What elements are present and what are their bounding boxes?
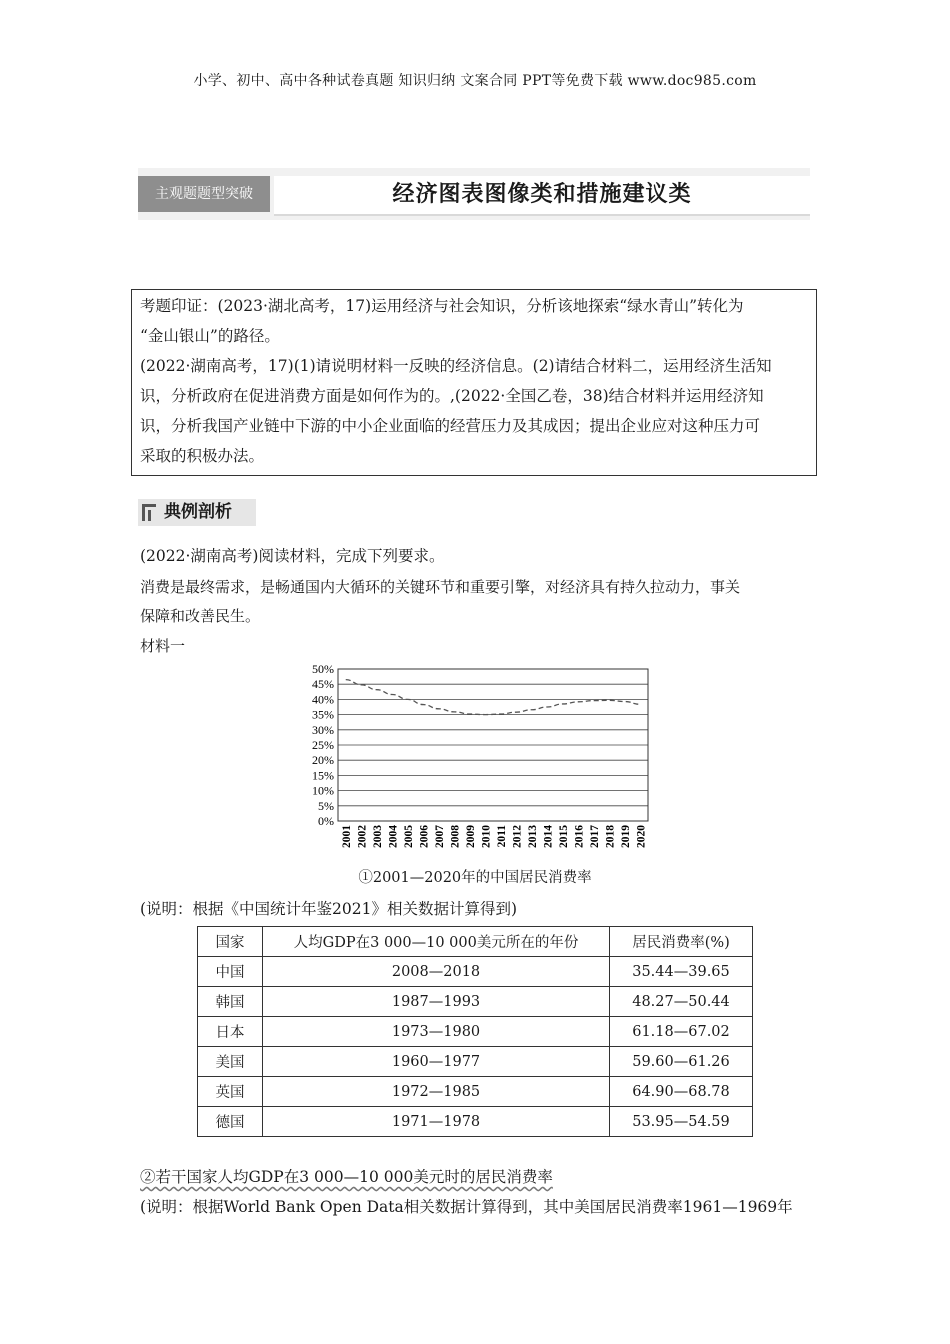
chart-title: ①2001—2020年的中国居民消费率 bbox=[358, 870, 592, 886]
cell-years: 2008—2018 bbox=[263, 957, 610, 987]
y-tick-label: 0% bbox=[318, 814, 334, 828]
note-1: (说明：根据《中国统计年鉴2021》相关数据计算得到) bbox=[140, 900, 518, 918]
topic-banner bbox=[138, 168, 810, 220]
x-tick-label: 2007 bbox=[433, 825, 446, 848]
table-caption: ②若干国家人均GDP在3 000—10 000美元时的居民消费率 bbox=[140, 1168, 553, 1186]
page-header: 小学、初中、高中各种试卷真题 知识归纳 文案合同 PPT等免费下载 www.doc985.com bbox=[193, 73, 757, 89]
x-tick-label: 2011 bbox=[495, 825, 508, 848]
y-tick-label: 30% bbox=[312, 722, 334, 737]
cell-country: 德国 bbox=[198, 1107, 263, 1137]
cell-rate: 61.18—67.02 bbox=[610, 1017, 753, 1047]
x-tick-label: 2005 bbox=[402, 825, 415, 848]
exam-line-4: 识，分析政府在促进消费方面是如何作为的。,(2022·全国乙卷，38)结合材料并运用经济知 bbox=[140, 387, 764, 405]
exam-line-6: 采取的积极办法。 bbox=[140, 447, 265, 465]
cell-years: 1971—1978 bbox=[263, 1107, 610, 1137]
y-tick-label: 20% bbox=[312, 753, 334, 768]
exam-line-2: “金山银山”的路径。 bbox=[140, 327, 280, 345]
exam-line-3: (2022·湖南高考，17)(1)请说明材料一反映的经济信息。(2)请结合材料二，运用经济生活知 bbox=[140, 357, 772, 375]
x-tick-label: 2006 bbox=[418, 825, 431, 848]
intro-text-2: 保障和改善民生。 bbox=[140, 607, 261, 625]
table-row bbox=[198, 1107, 753, 1137]
section-title: 典例剖析 bbox=[164, 502, 232, 522]
cell-country: 英国 bbox=[198, 1077, 263, 1107]
x-tick-label: 2003 bbox=[371, 825, 384, 848]
table-row bbox=[198, 1077, 753, 1107]
x-tick-label: 2019 bbox=[619, 825, 632, 848]
cell-country: 中国 bbox=[198, 957, 263, 987]
y-tick-label: 45% bbox=[312, 677, 334, 692]
material-label: 材料一 bbox=[140, 637, 186, 655]
header-rate: 居民消费率(%) bbox=[610, 927, 753, 957]
exam-label: 考题印证： bbox=[140, 297, 218, 315]
x-tick-label: 2018 bbox=[604, 825, 617, 848]
section-mark-icon bbox=[142, 504, 156, 521]
table-header-row bbox=[198, 927, 753, 957]
banner-tag: 主观题题型突破 bbox=[138, 176, 270, 212]
cell-years: 1960—1977 bbox=[263, 1047, 610, 1077]
header-years: 人均GDP在3 000—10 000美元所在的年份 bbox=[263, 927, 610, 957]
x-tick-label: 2009 bbox=[464, 825, 477, 848]
y-tick-label: 10% bbox=[312, 783, 334, 798]
x-tick-label: 2004 bbox=[387, 825, 400, 848]
header-country: 国家 bbox=[198, 927, 263, 957]
exam-line-5: 识，分析我国产业链中下游的中小企业面临的经营压力及其成因；提出企业应对这种压力可 bbox=[140, 417, 761, 435]
x-tick-label: 2001 bbox=[340, 825, 353, 848]
x-tick-label: 2016 bbox=[573, 825, 586, 848]
series-line-consumption-rate bbox=[346, 680, 641, 715]
cell-country: 韩国 bbox=[198, 987, 263, 1017]
table-row bbox=[198, 1017, 753, 1047]
x-tick-label: 2020 bbox=[635, 825, 648, 848]
x-tick-label: 2010 bbox=[480, 825, 493, 848]
consumption-rate-chart bbox=[290, 660, 660, 860]
x-tick-label: 2017 bbox=[588, 825, 601, 848]
x-tick-label: 2015 bbox=[557, 825, 570, 848]
table-row bbox=[198, 987, 753, 1017]
y-tick-label: 40% bbox=[312, 692, 334, 707]
cell-years: 1972—1985 bbox=[263, 1077, 610, 1107]
x-tick-label: 2012 bbox=[511, 825, 524, 848]
exam-line-1: 考题印证：(2023·湖北高考，17)运用经济与社会知识，分析该地探索“绿水青山”转化为 bbox=[140, 297, 744, 315]
cell-rate: 48.27—50.44 bbox=[610, 987, 753, 1017]
consumption-table bbox=[197, 926, 753, 1137]
source-line: (2022·湖南高考)阅读材料，完成下列要求。 bbox=[140, 547, 445, 565]
table-row bbox=[198, 957, 753, 987]
cell-country: 美国 bbox=[198, 1047, 263, 1077]
x-tick-label: 2008 bbox=[449, 825, 462, 848]
y-tick-label: 25% bbox=[312, 738, 334, 752]
x-tick-label: 2002 bbox=[356, 825, 369, 848]
note-2: (说明：根据World Bank Open Data相关数据计算得到，其中美国居民消费率1961—1969年 bbox=[140, 1198, 793, 1216]
cell-country: 日本 bbox=[198, 1017, 263, 1047]
x-tick-label: 2013 bbox=[526, 825, 539, 848]
banner-title: 经济图表图像类和措施建议类 bbox=[274, 176, 810, 216]
y-tick-label: 5% bbox=[318, 798, 334, 813]
exam-reference-box bbox=[131, 289, 817, 476]
y-tick-label: 35% bbox=[312, 707, 334, 722]
y-tick-label: 50% bbox=[312, 662, 334, 676]
cell-rate: 35.44—39.65 bbox=[610, 957, 753, 987]
y-tick-label: 15% bbox=[312, 768, 334, 783]
intro-text-1: 消费是最终需求，是畅通国内大循环的关键环节和重要引擎，对经济具有持久拉动力，事关 bbox=[140, 578, 741, 596]
cell-years: 1987—1993 bbox=[263, 987, 610, 1017]
section-heading bbox=[138, 499, 256, 526]
cell-years: 1973—1980 bbox=[263, 1017, 610, 1047]
cell-rate: 59.60—61.26 bbox=[610, 1047, 753, 1077]
x-tick-label: 2014 bbox=[542, 825, 555, 848]
cell-rate: 64.90—68.78 bbox=[610, 1077, 753, 1107]
cell-rate: 53.95—54.59 bbox=[610, 1107, 753, 1137]
table-row bbox=[198, 1047, 753, 1077]
